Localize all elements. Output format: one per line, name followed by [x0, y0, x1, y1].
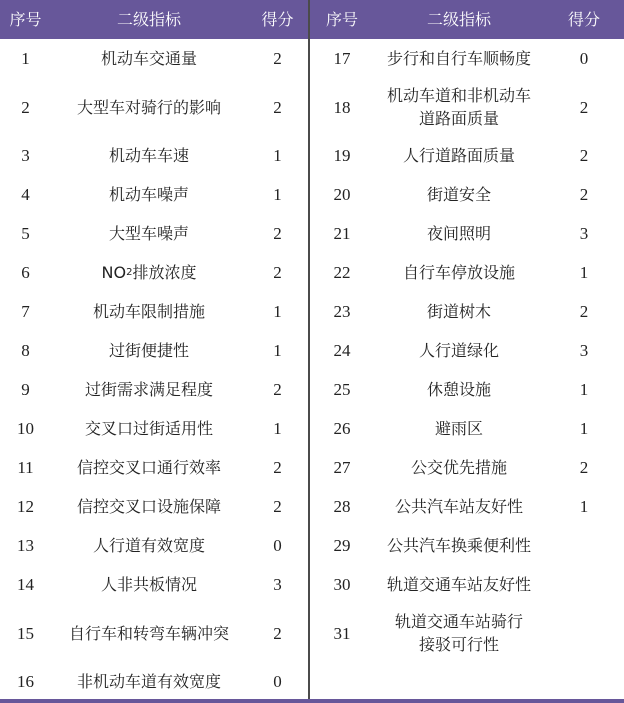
indicator-name: 步行和自行车顺畅度 [386, 49, 531, 68]
header-indicator-left: 二级指标 [116, 10, 181, 29]
indicator-name: NO 2 排放浓度 [101, 263, 197, 282]
row-index: 18 [333, 97, 351, 117]
row-index: 16 [17, 672, 34, 691]
row-index: 2 [21, 97, 30, 117]
indicator-score: 1 [273, 185, 282, 204]
row-index: 15 [17, 623, 34, 643]
row-index: 11 [17, 458, 34, 477]
indicator-score: 2 [273, 263, 282, 282]
row-index: 22 [333, 263, 351, 282]
indicator-name: 非机动车道有效宽度 [76, 672, 221, 691]
table-row [0, 214, 624, 253]
row-index: 28 [333, 497, 351, 516]
indicator-name: 休憩设施 [426, 380, 491, 399]
table-header [0, 0, 624, 39]
indicator-score: 1 [579, 263, 589, 282]
indicator-name: 避雨区 [434, 419, 483, 438]
row-index: 10 [17, 419, 34, 438]
indicator-name: 过街便捷性 [108, 341, 189, 360]
row-index: 19 [333, 146, 351, 165]
row-index: 14 [17, 575, 34, 594]
table-row [0, 565, 624, 604]
row-index: 5 [21, 224, 30, 243]
table-row [0, 487, 624, 526]
indicator-score: 3 [579, 341, 589, 360]
row-index: 31 [333, 623, 351, 643]
row-index: 1 [21, 49, 30, 68]
indicator-name: 自行车停放设施 [402, 263, 515, 282]
indicator-score: 0 [273, 536, 282, 555]
indicator-score [544, 565, 624, 604]
table-row [0, 78, 624, 136]
indicator-name: 大型车噪声 [108, 224, 189, 243]
row-index: 6 [21, 263, 30, 282]
indicator-score: 2 [273, 623, 282, 643]
header-index-left: 序号 [9, 10, 42, 29]
row-index: 21 [333, 224, 351, 243]
indicator-name: 交叉口过街适用性 [84, 419, 213, 438]
row-index: 9 [21, 380, 30, 399]
row-index: 20 [333, 185, 351, 204]
table-row [0, 604, 624, 662]
indicator-score: 2 [273, 97, 282, 117]
indicator-name: 机动车噪声 [108, 185, 189, 204]
indicator-name: 公共汽车站友好性 [394, 497, 523, 516]
indicator-score: 2 [579, 97, 589, 117]
indicator-score: 3 [273, 575, 282, 594]
indicator-name: 信控交叉口设施保障 [76, 497, 221, 516]
row-index: 30 [333, 575, 351, 594]
indicator-name: 机动车限制措施 [92, 302, 205, 321]
indicator-score: 1 [273, 341, 282, 360]
indicator-name: 信控交叉口通行效率 [76, 458, 221, 477]
row-index: 29 [333, 536, 351, 555]
header-score-right: 得分 [567, 10, 600, 29]
indicator-name: 机动车道和非机动车 道路面质量 [386, 86, 531, 128]
indicator-score: 1 [579, 419, 589, 438]
table-row [0, 448, 624, 487]
row-index: 7 [21, 302, 30, 321]
indicator-name: 人行道路面质量 [402, 146, 515, 165]
indicator-score: 1 [273, 146, 282, 165]
indicator-name: 过街需求满足程度 [84, 380, 213, 399]
indicator-name: 人行道绿化 [418, 341, 499, 360]
indicator-score: 1 [579, 380, 589, 399]
table-row [0, 175, 624, 214]
table-row [0, 526, 624, 565]
indicator-name: 机动车交通量 [100, 49, 197, 68]
row-index: 12 [17, 497, 34, 516]
indicator-name: 轨道交通车站友好性 [386, 575, 531, 594]
indicator-score: 2 [579, 302, 589, 321]
header-index-right: 序号 [325, 10, 358, 29]
row-index: 26 [333, 419, 351, 438]
indicator-score: 3 [579, 224, 589, 243]
table-row [0, 409, 624, 448]
table-row [0, 136, 624, 175]
table-row [0, 331, 624, 370]
row-index: 3 [21, 146, 30, 165]
indicator-score: 2 [579, 185, 589, 204]
table-row [0, 39, 624, 78]
row-index: 13 [17, 536, 34, 555]
row-index: 24 [333, 341, 351, 360]
indicator-score: 1 [273, 419, 282, 438]
indicator-name: 自行车和转弯车辆冲突 [68, 623, 229, 643]
indicator-name: 公共汽车换乘便利性 [386, 536, 531, 555]
row-index: 27 [333, 458, 351, 477]
indicator-name: 机动车车速 [108, 146, 189, 165]
row-index: 17 [333, 49, 351, 68]
indicator-name: 街道树木 [426, 302, 491, 321]
indicator-score: 2 [273, 497, 282, 516]
table-row [0, 662, 624, 701]
indicator-score: 2 [579, 146, 589, 165]
table-row [0, 253, 624, 292]
indicator-name: 轨道交通车站骑行 接驳可行性 [394, 612, 523, 654]
indicator-name: 人行道有效宽度 [92, 536, 205, 555]
header-indicator-right: 二级指标 [426, 10, 491, 29]
indicator-name: 人非共板情况 [100, 575, 197, 594]
indicator-score [544, 604, 624, 662]
row-index: 8 [21, 341, 30, 360]
indicator-score: 0 [579, 49, 589, 68]
indicator-name: 街道安全 [426, 185, 491, 204]
indicator-score: 1 [273, 302, 282, 321]
indicator-name: 大型车对骑行的影响 [76, 97, 221, 117]
table-row [0, 292, 624, 331]
indicator-score: 2 [273, 380, 282, 399]
indicator-score: 2 [273, 224, 282, 243]
indicator-name: 夜间照明 [426, 224, 491, 243]
indicator-score: 0 [273, 672, 282, 691]
indicator-name: 公交优先措施 [410, 458, 507, 477]
row-index: 23 [333, 302, 351, 321]
indicator-score: 1 [579, 497, 589, 516]
table-row [0, 370, 624, 409]
indicator-score: 2 [579, 458, 589, 477]
indicator-score: 2 [273, 458, 282, 477]
row-index: 4 [21, 185, 30, 204]
header-score-left: 得分 [261, 10, 294, 29]
indicator-score [544, 526, 624, 565]
indicator-score: 2 [273, 49, 282, 68]
row-index: 25 [333, 380, 351, 399]
